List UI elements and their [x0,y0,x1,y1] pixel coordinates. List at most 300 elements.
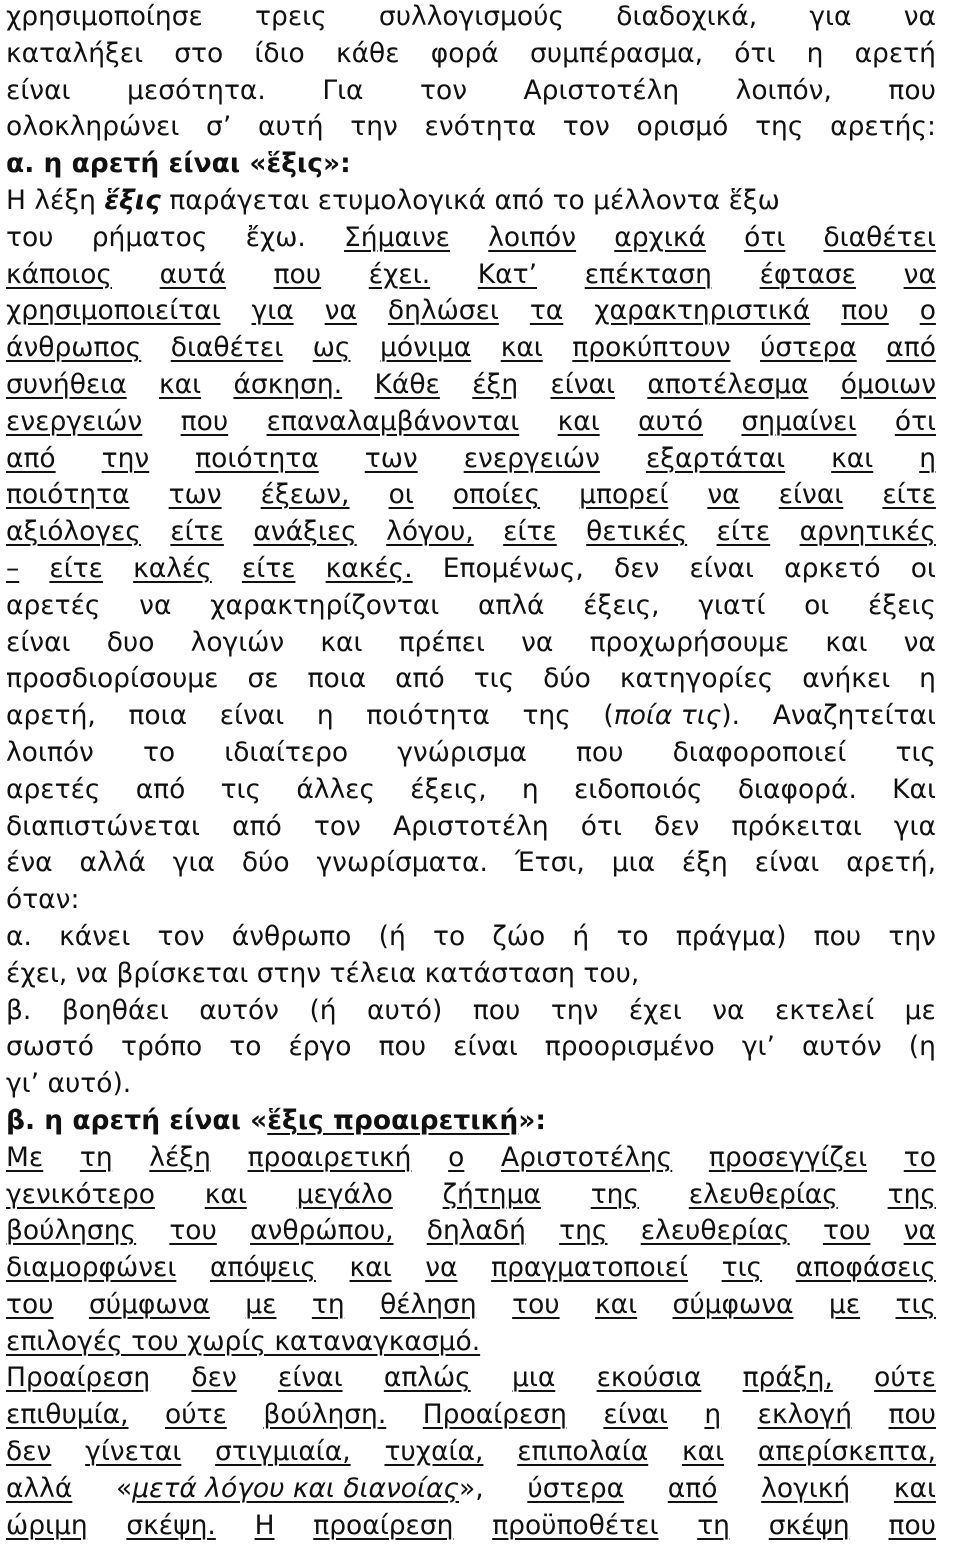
word: είτε [716,516,771,548]
word: με [245,1288,277,1320]
text-run [712,993,744,1030]
text-run [278,1360,343,1397]
text-run [423,1397,567,1434]
text-run [527,1471,624,1508]
text-run [380,1287,477,1324]
word: το [616,920,649,952]
text-run [919,661,936,698]
word: και [557,405,600,437]
word: αρχικά [614,221,706,253]
text-line [6,1360,936,1397]
text-run [6,993,31,1030]
text-run [697,1508,730,1544]
word: τα [529,295,564,327]
text-run [453,1029,518,1066]
word: τρόπο [121,1031,203,1063]
word: αρετής: [830,111,936,143]
word: είτε [882,479,936,511]
word: που [813,920,862,952]
word: ἕξις [104,184,161,216]
text-run [107,625,155,662]
text-run [888,919,936,956]
word: ενεργειών [6,405,143,437]
word: ο [919,295,936,327]
text-run [170,514,224,551]
word: έφτασε [759,258,856,290]
text-run [380,330,471,367]
word: με [904,994,936,1026]
word: πράγμα) [675,920,787,952]
word: ελευθερίας [688,1178,838,1210]
word: του [512,1288,560,1320]
word: « [116,1472,133,1504]
text-run [741,404,856,441]
word: φορά [430,37,499,69]
text-run [823,1213,871,1250]
text-line [6,882,936,919]
text-run [62,993,169,1030]
word: όμοιων [840,368,936,400]
text-run [267,404,520,441]
text-run [375,367,440,404]
word: από [886,332,936,364]
text-run [736,73,832,110]
text-line [6,845,936,882]
text-run [501,330,543,367]
text-run [199,993,279,1030]
word: αρετές [6,589,101,621]
word: έξεις, [410,773,487,805]
text-run [6,698,96,735]
word: και [349,1252,392,1284]
text-run [559,1213,607,1250]
text-line [6,1029,936,1066]
word: ούτε [165,1399,227,1431]
word: από [6,442,56,474]
text-run [591,1177,639,1214]
word: τις [473,663,515,695]
word: ( [603,700,614,732]
text-run [574,772,703,809]
word: τις [721,1252,763,1284]
text-run [309,993,336,1030]
word: τις [895,736,936,768]
word: ανήκει [802,663,891,695]
text-run [473,993,521,1030]
text-run [250,1213,393,1250]
text-run [233,367,342,404]
text-run [846,845,936,882]
word: που [888,1509,936,1541]
word: όταν: [6,884,80,916]
word: δεν [6,1436,52,1468]
word: σημαίνει [741,405,857,437]
text-run [760,257,856,294]
text-run [825,625,867,662]
word: δεν [653,810,700,842]
word: διαθέτει [823,221,936,253]
word: οι [388,479,414,511]
text-run [647,367,808,404]
word: είναι [603,1399,668,1431]
text-line [6,1177,936,1214]
word: να [712,994,745,1026]
text-run [169,1213,217,1250]
text-run [191,625,285,662]
text-run [572,919,589,956]
word: το [903,1141,936,1173]
word: σκέψη [768,1509,850,1541]
text-run [6,1397,129,1434]
word: διαφορά. [737,773,857,805]
text-run [673,735,847,772]
word: η [806,37,824,69]
text-run [488,220,576,257]
text-line [6,514,936,551]
text-run [255,0,327,36]
text-line [6,404,936,441]
text-line [6,1066,936,1103]
text-run [6,588,100,625]
text-run [245,1287,276,1324]
word: για [251,295,294,327]
word: επαναλαμβάνονται [266,405,520,437]
word: έργο [288,1031,352,1063]
word: ανθρώπου, [250,1215,394,1247]
text-line [6,441,936,478]
word: για [809,1,852,32]
word: η [521,773,539,805]
word: προορισμένο [544,1031,715,1063]
word: του [169,1215,217,1247]
text-run [545,1029,715,1066]
text-run [464,441,600,478]
word: απλά [477,589,545,621]
text-run [583,588,659,625]
word: ιδιαίτερο [224,736,349,768]
text-run [366,698,490,735]
word: που [575,736,624,768]
text-run [369,257,430,294]
word: που [888,74,936,106]
text-run [121,1029,202,1066]
word: τον [313,810,361,842]
word: ενότητα [424,111,537,143]
text-run [6,0,203,36]
text-run [668,1471,718,1508]
text-run [6,1360,150,1397]
text-run [169,477,222,514]
text-run [895,404,936,441]
text-run [807,36,824,73]
word: κάνει [59,920,131,952]
word: λοιπόν, [735,74,832,106]
text-run [427,1213,526,1250]
word: ή [572,920,590,952]
text-run [453,477,540,514]
word: Προαίρεση [422,1399,567,1431]
text-run [6,477,130,514]
word: το [229,1031,262,1063]
text-run [191,1360,236,1397]
text-run [682,1434,724,1471]
text-run [379,919,406,956]
word: άνθρωπος [6,332,142,364]
text-run [443,1177,541,1214]
text-run [386,514,474,551]
text-line [6,698,936,735]
word: χρησιμοποιείται [6,295,221,327]
text-run [796,1250,936,1287]
text-run [896,735,936,772]
text-run [612,845,655,882]
text-run [6,1213,136,1250]
text-run [6,735,94,772]
text-run [161,185,780,216]
text-run [888,73,936,110]
text-line [6,36,936,73]
word: αξιόλογες [6,516,141,548]
text-line [6,330,936,367]
word: θετικές [586,516,688,548]
text-run [297,1177,393,1214]
text-run [253,514,356,551]
word: της [590,1178,640,1210]
text-run [888,1397,936,1434]
word: έχει, να βρίσκεται στην τέλεια κατάσταση του, [6,957,640,989]
text-line [6,772,936,809]
word: Με [6,1141,44,1173]
word: προϋποθέτει [492,1509,659,1541]
word: έχει. [368,258,431,290]
word: γι’ [741,1031,775,1063]
text-run [636,109,728,146]
word: αυτό [638,405,704,437]
text-run [524,73,680,110]
text-run [128,698,187,735]
word: είτε [170,516,224,548]
word: η [919,442,936,474]
word: ο [448,1141,465,1173]
text-run [882,477,936,514]
text-run [263,1397,386,1434]
word: ενεργειών [463,442,600,474]
text-line [6,183,936,220]
word: κακές. [325,552,413,584]
text-run [638,404,703,441]
text-run [116,1471,484,1508]
text-line [6,0,936,36]
word: κάποιος [6,258,112,290]
text-run [911,551,936,588]
text-run [92,220,208,257]
text-line [6,293,936,330]
text-run [389,477,414,514]
word: οποίες [452,479,541,511]
word: Κάθε [374,368,440,400]
text-run [620,661,773,698]
text-run [246,220,306,257]
text-run [673,1287,794,1324]
text-run [758,1434,936,1471]
word: λοιπόν [488,221,577,253]
text-run [159,367,201,404]
word: αρετή [854,37,936,69]
word: αρετές [6,773,101,805]
text-run [258,109,324,146]
word: την [550,994,599,1026]
word: (η [908,1031,936,1063]
word: της [887,1178,936,1210]
text-run [104,185,160,216]
text-run [420,73,467,110]
text-line [6,1434,936,1471]
word: για [172,847,215,879]
text-run [743,1360,833,1397]
word: διαθέτει [170,332,284,364]
word: έξεις [868,589,936,621]
text-run [59,919,130,956]
text-run [288,1029,351,1066]
word: είτε [241,552,296,584]
text-run [317,845,488,882]
text-run [399,625,485,662]
text-run [841,367,936,404]
text-run [707,477,739,514]
text-run [886,330,936,367]
text-run [641,1213,790,1250]
word: μετά λόγου και διανοίας [132,1472,459,1504]
text-run [181,404,229,441]
word: Έτσι, [514,847,585,879]
text-run [654,809,699,846]
text-run [232,809,282,846]
text-run [704,1397,721,1434]
text-run [6,441,56,478]
text-run [586,514,687,551]
word: του [822,1215,871,1247]
word: », [458,1472,484,1504]
text-run [296,772,375,809]
word: και [320,626,363,658]
word: μια [611,847,655,879]
word: ύστερα [760,332,857,364]
text-run [478,588,545,625]
word: να [903,626,936,658]
text-line [6,1213,936,1250]
word: είτε [503,516,557,548]
text-run [585,257,712,294]
word: α. η αρετή είναι «ἕξις»: [6,148,351,180]
text-line [6,146,936,183]
text-line [6,1397,936,1434]
text-run [517,1434,648,1471]
text-run [755,845,820,882]
word: δύο [543,663,591,695]
word: καταλήξει [6,37,144,69]
word: αρετή, [6,700,96,732]
word: – [6,552,20,584]
text-run [6,845,53,882]
word: (ή [378,920,406,952]
word: Αριστοτέλη [392,810,549,842]
text-run [920,293,936,330]
word: προχωρήσουμε [589,626,790,658]
word: ποιότητα [366,700,490,732]
text-run [742,1029,775,1066]
text-run [769,1508,850,1544]
word: γίνεται [85,1436,182,1468]
text-run [841,293,889,330]
text-run [6,1105,267,1136]
word: επέκταση [584,258,712,290]
word: λόγου, [386,516,474,548]
word: γιατί [698,589,766,621]
text-run [698,588,765,625]
text-run [646,441,785,478]
text-run [689,1177,838,1214]
text-run [384,1434,483,1471]
text-run [308,661,367,698]
word: Σήμαινε [344,221,451,253]
text-run [425,1250,457,1287]
text-run [888,1177,936,1214]
word: ελευθερίας [640,1215,790,1247]
word: και [595,1288,638,1320]
text-run [325,293,357,330]
word: εκλογή [757,1399,852,1431]
word: να [139,589,172,621]
text-run [139,588,171,625]
text-run [89,1287,210,1324]
text-run [6,919,32,956]
word: που [472,994,521,1026]
text-run [313,330,351,367]
text-run [6,1177,155,1214]
text-run [314,809,361,846]
word: είναι [278,1362,343,1394]
word: εκτελεί [775,994,875,1026]
word: ζήτημα [442,1178,541,1210]
text-run [165,1397,227,1434]
word: ρήματος [91,221,208,253]
text-run [492,919,545,956]
word: είναι [754,847,820,879]
word: εξαρτάται [645,442,786,474]
text-run [173,845,215,882]
text-run [229,1029,261,1066]
document-page [6,0,936,1544]
word: κατηγορίες [619,663,774,695]
text-run [874,1360,936,1397]
word: απερίσκεπτα, [757,1436,936,1468]
text-run [522,772,539,809]
word: η [704,1399,722,1431]
word: τρεις [255,1,327,32]
word: ότι [580,810,622,842]
text-run [205,1177,247,1214]
text-run [904,1213,936,1250]
text-run [896,1287,936,1324]
word: που [180,405,229,437]
word: την [888,920,936,952]
word: κάθε [335,37,400,69]
word: και [893,1472,936,1504]
text-run [6,257,112,294]
text-line [6,477,936,514]
text-run [367,993,442,1030]
word: α. [6,920,32,952]
